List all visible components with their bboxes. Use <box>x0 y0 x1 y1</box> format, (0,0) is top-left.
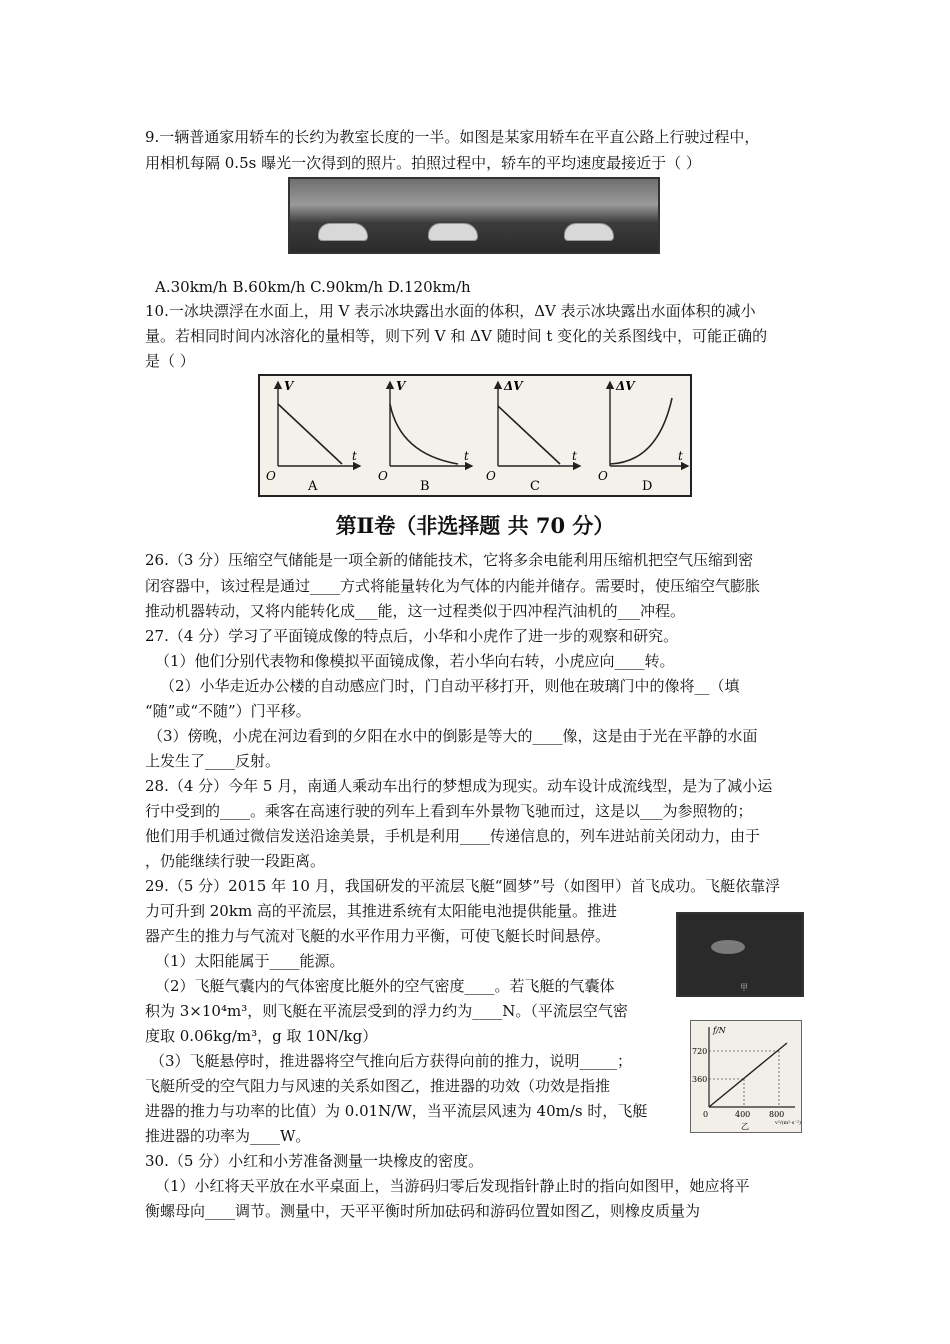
force-speed-graph <box>690 1020 802 1133</box>
q26-line-3: 推动机器转动，又将内能转化成___能，这一过程类似于四冲程汽油机的___冲程。 <box>145 602 686 620</box>
graph-a-curve <box>278 404 342 464</box>
graph-d-xlabel: t <box>678 449 683 463</box>
graph-yi-xlabel: v²/(m²·s⁻²) <box>775 1120 801 1126</box>
graph-d <box>598 379 688 494</box>
graph-b <box>378 379 472 494</box>
graph-yi-line <box>709 1043 787 1107</box>
graph-c-ylabel: ΔV <box>504 379 523 393</box>
q29-line-9: 飞艇所受的空气阻力与风速的关系如图乙，推进器的功效（功效是指推 <box>145 1077 611 1095</box>
graph-yi-y1: 720 <box>692 1047 708 1056</box>
q27-line-3: （2）小华走近办公楼的自动感应门时，门自动平移打开，则他在玻璃门中的像将__（填 <box>160 677 740 695</box>
q28-line-4: ，仍能继续行驶一段距离。 <box>145 852 326 870</box>
graph-a-xlabel: t <box>352 449 357 463</box>
graph-b-xlabel: t <box>464 449 469 463</box>
fig-jia-label: 甲 <box>740 983 748 992</box>
car-3 <box>564 223 614 241</box>
graph-d-letter: D <box>642 479 653 494</box>
graph-c-letter: C <box>530 479 540 494</box>
graph-yi-label: 乙 <box>741 1122 749 1131</box>
q30-line-1: 30.（5 分）小红和小芳准备测量一块橡皮的密度。 <box>145 1152 484 1170</box>
graph-b-curve <box>390 404 458 464</box>
graph-yi-x1: 400 <box>735 1110 751 1119</box>
graph-d-ylabel: ΔV <box>616 379 635 393</box>
q29-line-7: 度取 0.06kg/m³，g 取 10N/kg） <box>145 1027 378 1045</box>
q29-line-2: 力可升到 20km 高的平流层，其推进系统有太阳能电池提供能量。推进 <box>145 902 617 920</box>
graph-d-curve <box>610 398 672 464</box>
section-title: 第Ⅱ卷（非选择题 共 70 分） <box>335 513 615 538</box>
q27-line-4: “随”或“不随”）门平移。 <box>145 702 311 720</box>
graph-a-letter: A <box>308 479 318 494</box>
graph-yi-x2: 800 <box>769 1110 785 1119</box>
graph-c-curve <box>498 406 560 464</box>
graphs-svg <box>260 376 690 495</box>
q26-line-2: 闭容器中，该过程是通过____方式将能量转化为气体的内能并储存。需要时，使压缩空气膨胀 <box>145 577 761 595</box>
q27-line-6: 上发生了____反射。 <box>145 752 281 770</box>
graph-d-origin: O <box>598 469 608 483</box>
graph-b-origin: O <box>378 469 388 483</box>
q27-line-2: （1）他们分别代表物和像模拟平面镜成像，若小华向右转，小虎应向____转。 <box>155 652 675 670</box>
graph-yi-y2: 360 <box>692 1075 708 1084</box>
q9-options: A.30km/h B.60km/h C.90km/h D.120km/h <box>155 278 471 296</box>
q27-line-5: （3）傍晚，小虎在河边看到的夕阳在水中的倒影是等大的____像，这是由于光在平静的水面 <box>148 727 758 745</box>
q29-line-11: 推进器的功率为____W。 <box>145 1127 311 1145</box>
car-2 <box>428 223 478 241</box>
q29-line-8: （3）飞艇悬停时，推进器将空气推向后方获得向前的推力，说明_____； <box>150 1052 633 1070</box>
q10-line-2: 量。若相同时间内冰溶化的量相等，则下列 V 和 ΔV 随时间 t 变化的关系图线中，可能正确的 <box>145 327 768 345</box>
graph-b-letter: B <box>420 479 430 494</box>
q27-line-1: 27.（4 分）学习了平面镜成像的特点后，小华和小虎作了进一步的观察和研究。 <box>145 627 679 645</box>
graph-a <box>266 379 360 494</box>
q28-line-2: 行中受到的____。乘客在高速行驶的列车上看到车外景物飞驰而过，这是以___为参照物的； <box>145 802 753 820</box>
q28-line-1: 28.（4 分）今年 5 月，南通人乘动车出行的梦想成为现实。动车设计成流线型，是为了减小运 <box>145 777 773 795</box>
q30-line-2: （1）小红将天平放在水平桌面上，当游码归零后发现指针静止时的指向如图甲，她应将平 <box>155 1177 750 1195</box>
graph-a-origin: O <box>266 469 276 483</box>
q29-line-6: 积为 3×10⁴m³，则飞艇在平流层受到的浮力约为____N。（平流层空气密 <box>145 1002 628 1020</box>
airship-photo <box>676 912 804 997</box>
airship-shape <box>711 940 745 954</box>
graph-c-xlabel: t <box>572 449 577 463</box>
graph-c <box>486 379 580 494</box>
graph-c-origin: O <box>486 469 496 483</box>
graph-a-ylabel: V <box>284 379 294 393</box>
q30-line-3: 衡螺母向____调节。测量中，天平平衡时所加砝码和游码位置如图乙，则橡皮质量为 <box>145 1202 701 1220</box>
graph-options-panel <box>258 374 692 497</box>
graph-yi-ylabel: f/N <box>713 1026 726 1035</box>
car-motion-photo <box>288 177 660 254</box>
q10-line-1: 10.一冰块漂浮在水面上，用 V 表示冰块露出水面的体积，ΔV 表示冰块露出水面体积的减小 <box>145 302 756 320</box>
q26-line-1: 26.（3 分）压缩空气储能是一项全新的储能技术，它将多余电能利用压缩机把空气压缩到密 <box>145 551 754 569</box>
graph-b-ylabel: V <box>396 379 406 393</box>
q29-line-5: （2）飞艇气囊内的气体密度比艇外的空气密度____。若飞艇的气囊体 <box>155 977 615 995</box>
q29-line-10: 进器的推力与功率的比值）为 0.01N/W，当平流层风速为 40m/s 时，飞艇 <box>145 1102 648 1120</box>
graph-yi-x0: 0 <box>703 1110 709 1119</box>
q10-line-3: 是（ ） <box>145 352 195 370</box>
q9-line-1: 9.一辆普通家用轿车的长约为教室长度的一半。如图是某家用轿车在平直公路上行驶过程中， <box>145 128 760 146</box>
q28-line-3: 他们用手机通过微信发送沿途美景，手机是利用____传递信息的，列车进站前关闭动力，由于 <box>145 827 761 845</box>
q29-line-4: （1）太阳能属于____能源。 <box>155 952 345 970</box>
q9-line-2: 用相机每隔 0.5s 曝光一次得到的照片。拍照过程中，轿车的平均速度最接近于（ ） <box>145 154 701 172</box>
q29-line-1: 29.（5 分）2015 年 10 月，我国研发的平流层飞艇“圆梦”号（如图甲）首飞成功。飞艇依靠浮 <box>145 877 781 895</box>
car-1 <box>318 223 368 241</box>
q29-line-3: 器产生的推力与气流对飞艇的水平作用力平衡，可使飞艇长时间悬停。 <box>145 927 611 945</box>
